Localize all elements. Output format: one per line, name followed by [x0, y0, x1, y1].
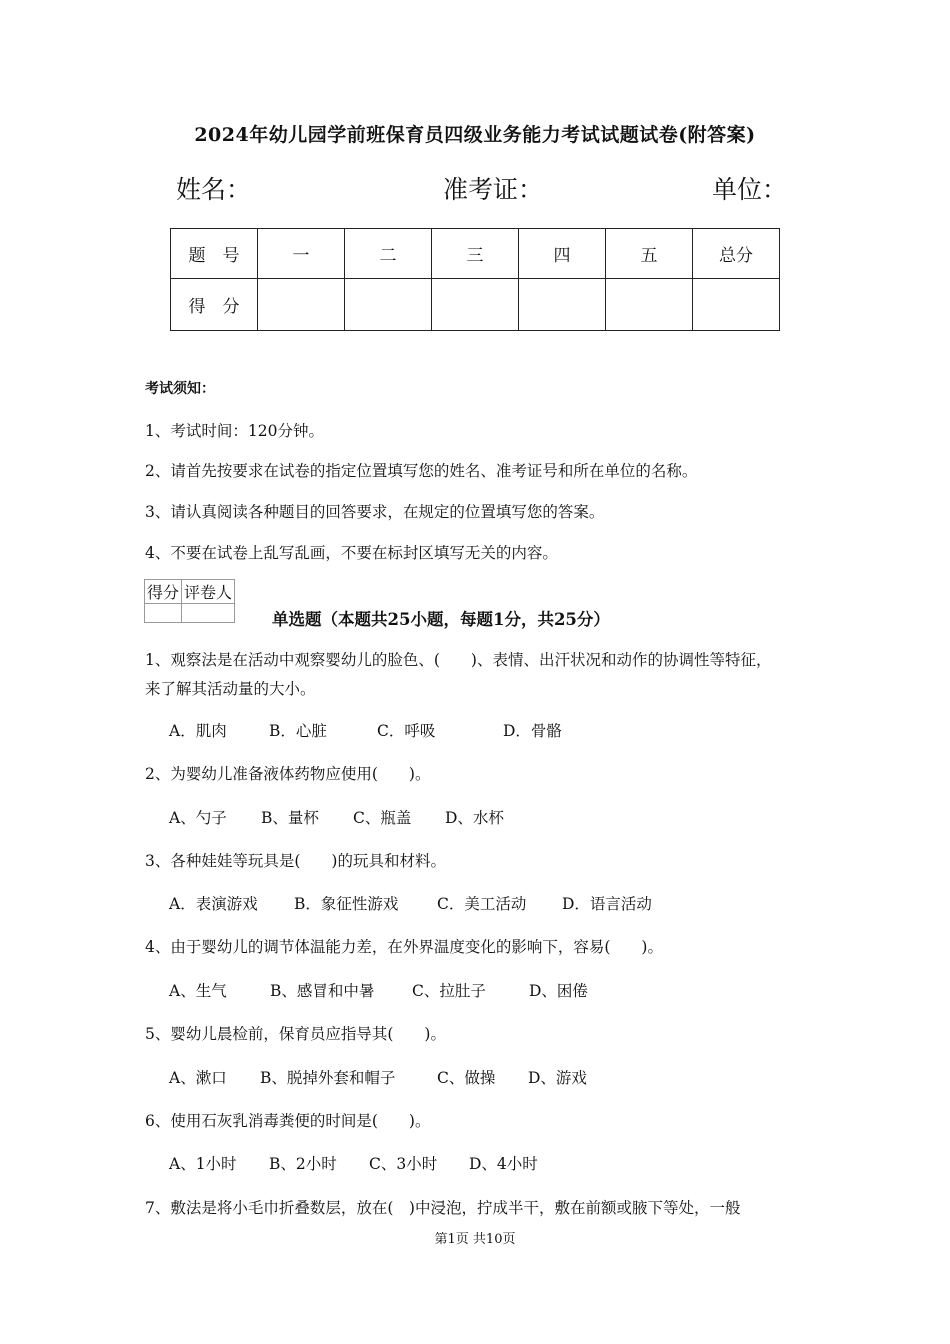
score-cell [345, 279, 432, 331]
option: C、拉肚子 [412, 982, 486, 1000]
score-header-label: 题 号 [171, 229, 258, 279]
option: A、1小时 [169, 1155, 237, 1173]
grader-reviewer-cell [182, 604, 235, 623]
question-options [169, 892, 652, 914]
option: C、瓶盖 [353, 809, 412, 827]
option: A．表演游戏 [169, 895, 258, 913]
page-footer: 第1页 共10页 [434, 1232, 516, 1247]
option: D、水杯 [445, 809, 504, 827]
question-stem: 1、观察法是在活动中观察婴幼儿的脸色、( )、表情、出汗状况和动作的协调性等特征， [145, 651, 772, 669]
score-cell [606, 279, 693, 331]
option: D．骨骼 [503, 722, 562, 740]
notice-item: 4、不要在试卷上乱写乱画，不要在标封区填写无关的内容。 [145, 544, 558, 562]
score-header-5: 五 [606, 229, 693, 279]
grader-score-label: 得分 [145, 580, 182, 604]
score-header-1: 一 [258, 229, 345, 279]
option: B．象征性游戏 [294, 895, 399, 913]
option: D、游戏 [528, 1069, 587, 1087]
grader-reviewer-label: 评卷人 [182, 580, 235, 604]
score-cell [258, 279, 345, 331]
question-stem: 4、由于婴幼儿的调节体温能力差，在外界温度变化的影响下，容易( )。 [145, 938, 663, 956]
question-options [169, 719, 562, 741]
score-cell [432, 279, 519, 331]
option: D．语言活动 [562, 895, 652, 913]
question-stem: 7、敷法是将小毛巾折叠数层，放在( )中浸泡，拧成半干，敷在前额或腋下等处，一般 [145, 1199, 741, 1217]
option: C．美工活动 [437, 895, 527, 913]
option: B、量杯 [261, 809, 319, 827]
grader-box [144, 579, 235, 623]
option: B．心脏 [269, 722, 327, 740]
score-cell [519, 279, 606, 331]
page-title: 2024年幼儿园学前班保育员四级业务能力考试试题试卷(附答案) [194, 124, 756, 146]
option: A．肌肉 [169, 722, 227, 740]
name-field-label: 姓名： [176, 175, 252, 204]
option: C．呼吸 [377, 722, 436, 740]
score-header-total: 总分 [693, 229, 780, 279]
section-title: 单选题（本题共25小题，每题1分，共25分） [272, 610, 610, 629]
option: B、感冒和中暑 [270, 982, 375, 1000]
score-header-4: 四 [519, 229, 606, 279]
question-options [169, 806, 504, 828]
option: A、勺子 [169, 809, 227, 827]
score-table [170, 228, 780, 331]
score-header-3: 三 [432, 229, 519, 279]
notice-heading: 考试须知： [145, 381, 215, 397]
question-options [169, 979, 588, 1001]
notice-item: 1、考试时间：120分钟。 [145, 422, 324, 440]
score-row-label: 得 分 [171, 279, 258, 331]
question-stem: 2、为婴幼儿准备液体药物应使用( )。 [145, 765, 431, 783]
option: D、困倦 [529, 982, 588, 1000]
question-options [169, 1152, 538, 1174]
grader-score-cell [145, 604, 182, 623]
exam-id-field-label: 准考证： [443, 175, 544, 204]
question-stem: 3、各种娃娃等玩具是( )的玩具和材料。 [145, 852, 446, 870]
score-cell [693, 279, 780, 331]
notice-item: 3、请认真阅读各种题目的回答要求，在规定的位置填写您的答案。 [145, 503, 605, 521]
score-header-2: 二 [345, 229, 432, 279]
question-stem: 6、使用石灰乳消毒粪便的时间是( )。 [145, 1112, 431, 1130]
option: C、3小时 [369, 1155, 438, 1173]
option: D、4小时 [469, 1155, 538, 1173]
option: B、脱掉外套和帽子 [260, 1069, 396, 1087]
option: B、2小时 [269, 1155, 337, 1173]
question-stem: 5、婴幼儿晨检前，保育员应指导其( )。 [145, 1025, 446, 1043]
notice-item: 2、请首先按要求在试卷的指定位置填写您的姓名、准考证号和所在单位的名称。 [145, 462, 698, 480]
option: A、生气 [169, 982, 227, 1000]
option: A、漱口 [169, 1069, 227, 1087]
question-options [169, 1066, 587, 1088]
question-stem: 来了解其活动量的大小。 [145, 680, 316, 698]
unit-field-label: 单位： [712, 175, 788, 204]
option: C、做操 [437, 1069, 496, 1087]
